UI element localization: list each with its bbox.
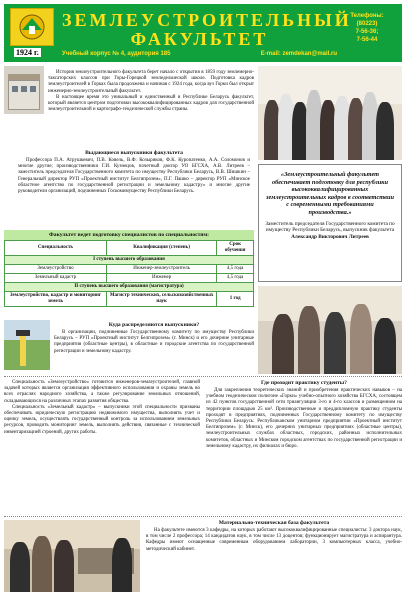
table-title: Факультет ведет подготовку специалистов по специальностям:: [4, 230, 254, 240]
graduates-text: Профессора П.А. Атрушкевич, П.В. Ковель, В.Ф. Козыриков, Ф.К. Куропатенко, А.А. Соломонов и многие другие; производственники Г.И. Кузнецов, почетный доктор УО БГСХА, А.В. Литреев – заместитель председателя Государственного комитета по имуществу Республики Беларусь, В.В. Шишкин – Генеральный директор РУП «Проектный институт Белгипрозем», П.Г. Пашко – директор РУП «Минское областное агентство по государственной регистрации и земельному кадастру» и многие другие руководители организаций, подчиненных Госкомимуществу Республики Беларусь.: [18, 158, 250, 195]
page-title-line1: ЗЕМЛЕУСТРОИТЕЛЬНЫЙ: [62, 10, 352, 30]
history-section: [48, 70, 254, 113]
base-text: На факультете имеются 3 кафедры, на которых работают высококвалифицированные специалисты: 3 доктора наук, в том числе 2 профессора; 14 кандидатов наук, в том числе 13 доцентов; функционирует магистратура и аспирантура. Кафедры имеют оснащенные современным оборудованием лаборатории, 3 компьютерных класса, учебно-методический кабинет.: [146, 528, 402, 552]
specialty-section: [4, 380, 200, 436]
building-photo: [4, 66, 44, 114]
phone-number-1: 7-56-36;: [355, 29, 379, 35]
phone-code: (80223): [356, 21, 378, 27]
university-logo: [10, 8, 54, 46]
specialties-table: [4, 240, 254, 307]
table-header: Срок обучения: [217, 241, 254, 256]
contacts-bar: [62, 51, 337, 57]
field-survey-photo: [4, 320, 50, 370]
quote-box: [258, 164, 402, 282]
table-cell: 4,5 года: [217, 274, 254, 283]
emblem-icon: [14, 12, 50, 42]
table-row: [5, 274, 254, 283]
section-divider: [4, 376, 402, 377]
students-lab-photo: [258, 286, 402, 374]
students-exhibit-photo: [4, 520, 140, 592]
table-row: [5, 292, 254, 307]
table-cell: Землеустройство, кадастр и мониторинг земель: [5, 292, 107, 307]
history-paragraph-1: История землеустроительного факультета берет начало с открытия в 1859 году землемерно-таксаторских классов при Горы-Горецкой земледельческой школе. Подготовка кадров землеустроителей в Горках была продолжена и начиная с 1924 года, когда вуз Горки был открыт инженерно-землеустроительный факультет.: [48, 70, 254, 94]
phones-block: [336, 12, 398, 44]
phone-number-2: 7-56-44: [356, 37, 378, 43]
practice-title: Где проходит практику студенты?: [261, 380, 347, 386]
page-title-line2: ФАКУЛЬТЕТ: [130, 29, 269, 49]
table-row: [5, 265, 254, 274]
specialty-paragraph-2: Специальность «Земельный кадастр» – выпускники этой специальности призваны обеспечивать юридическую регистрацию недвижимого имущества, выполнять учет и оценку земель, осуществлять государственный контроль за использованием земельных ресурсов, проводить мониторинг земель, выполнять действия, связанные с технической инвентаризацией строений, других работы.: [4, 404, 200, 435]
masthead: [4, 4, 402, 62]
table-header-row: [5, 241, 254, 256]
email-link[interactable]: E-mail: zemdekan@mail.ru: [260, 51, 337, 57]
practice-text: Для закрепления теоретических знаний и приобретения практических навыков – на учебном геодезическом полигоне «Горки» учебно-опытного хозяйства БГСХА, состоящем из 42 пунктов государственной сети триангуляции 3-го и 4-го классов и размещенном на территории площадью 25 км². Производственные и преддипломную практику студенты проходят в предприятиях, подчиненных Государственному комитету по имуществу Республики Беларусь: Республиканском унитарном предприятии «Проектный институт Белгипрозем» (г. Минск), его дочерних унитарных предприятиях (областные центры), землеустроительных службах областных, городских, районных исполнительных комитетов, областных и Минском городском агентствах по государственной регистрации и земельному кадастру, их филиалах и бюро.: [206, 388, 402, 449]
where-text: В организации, подчиненные Государственному комитету по имуществу Республики Беларусь – РУП «Проектный институт Белгипрозем» (г. Минск) и его дочерние унитарные предприятия (областные центры), в областные и городские агентства по государственной регистрации и земельному кадастру.: [54, 330, 254, 354]
base-title: Материально-техническая база факультета: [218, 520, 330, 526]
specialty-paragraph-1: Специальность «Землеустройство» готовится инженеров-землеустроителей, главной задачей которых является организация эффективного использования и охраны земель во всех отраслях народного хозяйства, а также регулирование земельных отношений, складывающихся на различных этапах развития общества.: [4, 380, 200, 404]
where-section: [54, 322, 254, 355]
students-group-photo: [258, 66, 402, 160]
table-cell: Инженер-землеустроитель: [107, 265, 217, 274]
table-cell: Инженер: [107, 274, 217, 283]
table-section-row: [5, 283, 254, 292]
practice-section: [206, 380, 402, 450]
table-section-row: [5, 256, 254, 265]
table-section-label: II ступень высшего образования (магистратура): [5, 283, 254, 292]
quote-attribution: Заместитель председателя Государственного комитета по имуществу Республики Беларусь, выпускник факультета: [265, 220, 395, 233]
specialties-table-section: [4, 230, 254, 307]
graduates-section: [18, 150, 250, 195]
table-cell: Земельный кадастр: [5, 274, 107, 283]
quote-author: Александр Викторович Литреев: [291, 234, 369, 241]
table-cell: Землеустройство: [5, 265, 107, 274]
phones-label: Телефоны:: [350, 13, 384, 19]
quote-text: «Землеустроительный факультет обеспечивает подготовку для республики высококвалифицированных землеустроительных кадров в соответствии с современными требованиями производства.»: [266, 171, 394, 216]
table-header: Квалификация (степень): [107, 241, 217, 256]
table-cell: Магистр технических, сельскохозяйственных наук: [107, 292, 217, 307]
table-section-label: I ступень высшего образования: [5, 256, 254, 265]
where-title: Куда распределяются выпускники?: [108, 322, 200, 328]
address-text: Учебный корпус № 4, аудитория 185: [62, 51, 171, 57]
history-paragraph-2: В настоящее время это уникальный и единственный в Республике Беларусь факультет, который является центром подготовки высококвалифицированных кадров для государственной землеустроительной и картографо-геодезической службы страны.: [48, 94, 254, 113]
base-section: [146, 520, 402, 553]
table-cell: 1 год: [217, 292, 254, 307]
table-header: Специальность: [5, 241, 107, 256]
graduates-title: Выдающиеся выпускники факультета: [85, 150, 183, 156]
section-divider: [4, 516, 402, 517]
table-cell: 4,5 года: [217, 265, 254, 274]
founding-year: 1924 г.: [16, 48, 39, 57]
